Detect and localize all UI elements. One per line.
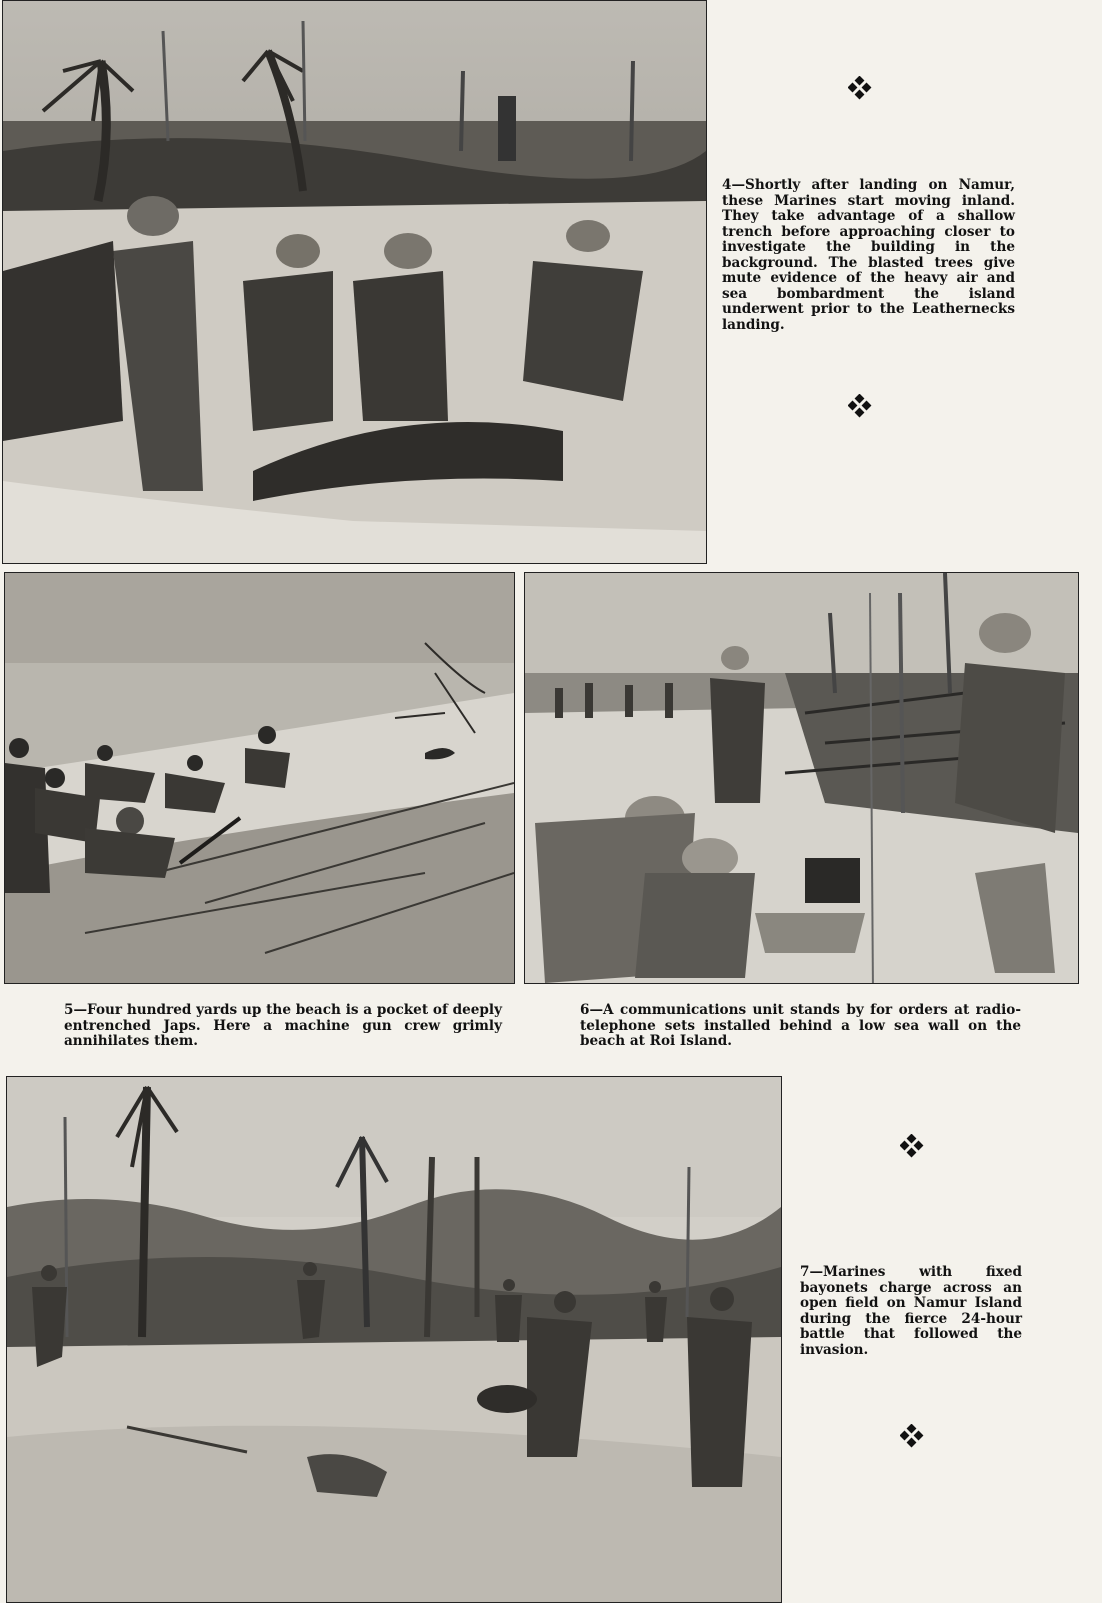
four-diamond-ornament-icon	[848, 394, 872, 418]
photo-5-caption: 5—Four hundred yards up the beach is a pocket of deeply entrenched Japs. Here a machine gun crew grimly annihilates them.	[64, 1002, 502, 1049]
photo-4-image	[3, 1, 706, 563]
four-diamond-ornament-icon	[900, 1424, 924, 1448]
photo-7-caption: 7—Marines with fixed bayonets charge across an open field on Namur Island during the fierce 24-hour battle that followed the invasion.	[800, 1264, 1022, 1358]
photo-7-marines-charge	[6, 1076, 782, 1603]
photo-4-marines-in-trench	[2, 0, 707, 564]
four-diamond-ornament-icon	[900, 1134, 924, 1158]
photo-6-caption: 6—A communications unit stands by for orders at radio-telephone sets installed behind a low sea wall on the beach at Roi Island.	[580, 1002, 1021, 1049]
photo-7-image	[7, 1077, 781, 1602]
four-diamond-ornament-icon	[848, 76, 872, 100]
photo-5-machine-gun-crew	[4, 572, 515, 984]
photo-6-image	[525, 573, 1078, 983]
photo-5-image	[5, 573, 514, 983]
photo-6-communications-unit	[524, 572, 1079, 984]
photo-4-caption: 4—Shortly after landing on Namur, these Marines start moving inland. They take advantage of a shallow trench before approaching closer to investigate the building in the background. The blasted trees give mute evidence of the heavy air and sea bombardment the island underwent prior to the Leathernecks landing.	[722, 177, 1015, 333]
